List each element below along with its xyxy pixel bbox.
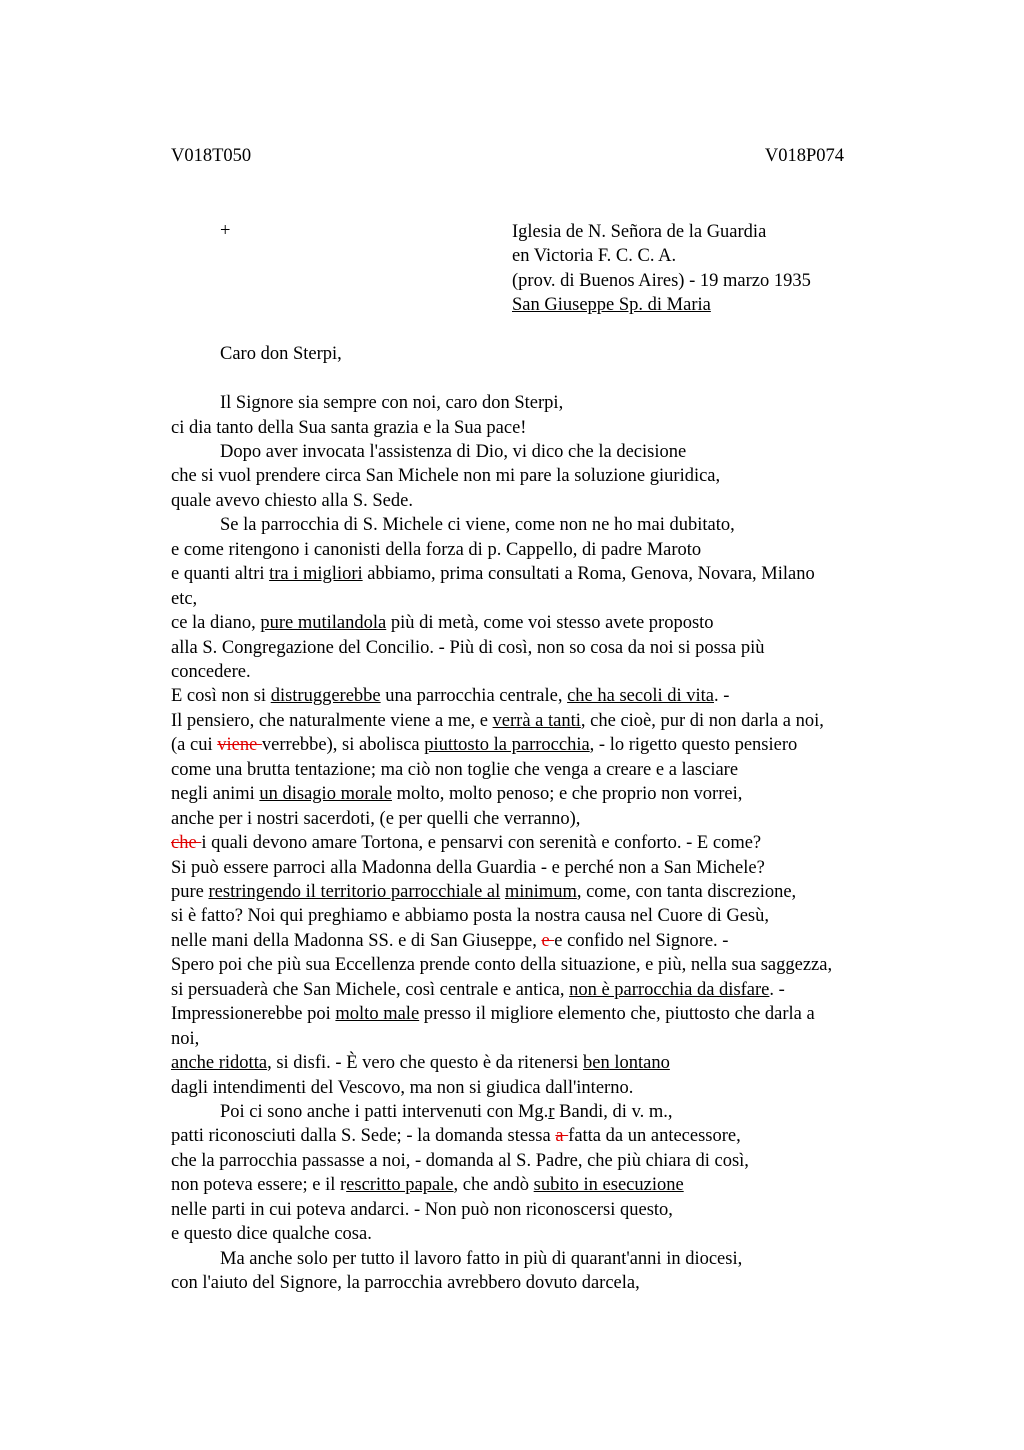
underlined-text: ben lontano <box>583 1053 670 1073</box>
text-segment: Dopo aver invocata l'assistenza di Dio, vi dico che la decisione <box>220 442 687 462</box>
text-segment: ce la diano, <box>171 613 261 633</box>
text-segment: Impressionerebbe poi <box>171 1004 336 1024</box>
text-segment: patti riconosciuti dalla S. Sede; - la domanda stessa <box>171 1126 556 1146</box>
text-segment: e come ritengono i canonisti della forza di p. Cappello, di padre Maroto <box>171 540 702 560</box>
underlined-text: molto male <box>335 1004 420 1024</box>
underlined-text: che ha secoli di vita <box>567 686 714 706</box>
struck-text: viene <box>217 735 262 755</box>
text-segment: come una brutta tentazione; ma ciò non toglie che venga a creare e a lasciare <box>171 760 739 780</box>
text-segment: , - lo rigetto questo pensiero <box>589 735 798 755</box>
text-segment: . - <box>714 686 730 706</box>
address-line: (prov. di Buenos Aires) - 19 marzo 1935 <box>512 271 811 291</box>
text-line <box>171 636 764 660</box>
text-segment: Il pensiero, che naturalmente viene a me, e <box>171 711 493 731</box>
document-code-right: V018P074 <box>764 146 844 166</box>
text-segment: con l'aiuto del Signore, la parrocchia avrebbero dovuto darcela, <box>171 1273 640 1293</box>
text-segment: Spero poi che più sua Eccellenza prende conto della situazione, e più, nella sua saggezza, <box>171 955 833 975</box>
text-segment: Bandi, di v. m., <box>554 1102 673 1122</box>
text-line <box>171 1149 749 1173</box>
text-line <box>171 831 761 855</box>
text-segment: Poi ci sono anche i patti intervenuti con Mg. <box>220 1102 549 1122</box>
underlined-text: subito in esecuzione <box>533 1175 684 1195</box>
text-segment: che si vuol prendere circa San Michele non mi pare la soluzione giuridica, <box>171 466 721 486</box>
underlined-text: verrà a tanti <box>492 711 581 731</box>
underlined-text: tra i migliori <box>269 564 363 584</box>
address-line-text: San Giuseppe Sp. di Maria <box>512 295 711 315</box>
text-line <box>220 1247 742 1271</box>
text-line <box>171 1002 815 1026</box>
text-segment: abbiamo, prima consultati a Roma, Genova, Novara, Milano <box>362 564 815 584</box>
document-code-left: V018T050 <box>171 146 252 166</box>
address-line-underlined <box>512 293 711 317</box>
text-line <box>171 978 785 1002</box>
text-segment: Il Signore sia sempre con noi, caro don Sterpi, <box>220 393 564 413</box>
struck-text: che <box>171 833 202 853</box>
text-line <box>171 538 701 562</box>
text-segment: pure <box>171 882 209 902</box>
text-segment: dagli intendimenti del Vescovo, ma non si giudica dall'interno. <box>171 1078 634 1098</box>
underlined-text: pure mutilandola <box>260 613 387 633</box>
text-line <box>171 1173 684 1197</box>
text-line <box>171 782 742 806</box>
text-segment: etc, <box>171 589 198 609</box>
text-segment: E così non si <box>171 686 271 706</box>
text-segment: alla S. Congregazione del Concilio. - Più di così, non so cosa da noi si possa più <box>171 638 765 658</box>
text-segment: Se la parrocchia di S. Michele ci viene, come non ne ho mai dubitato, <box>220 515 735 535</box>
text-line <box>171 953 832 977</box>
underlined-text: restringendo il territorio parrocchiale al <box>208 882 501 902</box>
text-line <box>171 611 714 635</box>
text-segment: (a cui <box>171 735 218 755</box>
text-line <box>171 856 765 880</box>
text-line <box>220 440 686 464</box>
text-segment: e quanti altri <box>171 564 270 584</box>
text-segment: più di metà, come voi stesso avete proposto <box>386 613 714 633</box>
text-segment: i quali devono amare Tortona, e pensarvi con serenità e conforto. - E come? <box>201 833 762 853</box>
text-segment: anche per i nostri sacerdoti, (e per quelli che verranno), <box>171 809 581 829</box>
text-segment: negli animi <box>171 784 260 804</box>
text-segment: nelle parti in cui poteva andarci. - Non può non riconoscersi questo, <box>171 1200 673 1220</box>
text-line <box>220 1100 673 1124</box>
text-segment: Ma anche solo per tutto il lavoro fatto in più di quarant'anni in diocesi, <box>220 1249 743 1269</box>
text-line <box>171 684 729 708</box>
text-segment: , che cioè, pur di non darla a noi, <box>580 711 824 731</box>
text-segment: una parrocchia centrale, <box>380 686 568 706</box>
text-line <box>220 513 735 537</box>
text-segment: noi, <box>171 1029 200 1049</box>
text-segment: presso il migliore elemento che, piuttosto che darla a <box>419 1004 815 1024</box>
text-segment: si persuaderà che San Michele, così centrale e antica, <box>171 980 570 1000</box>
text-line <box>171 660 251 684</box>
text-segment: concedere. <box>171 662 251 682</box>
text-segment: ci dia tanto della Sua santa grazia e la Sua pace! <box>171 418 527 438</box>
underlined-text: anche ridotta <box>171 1053 268 1073</box>
text-line <box>171 1222 372 1246</box>
underlined-text: non è parrocchia da disfare <box>569 980 770 1000</box>
underlined-text: escritto papale <box>346 1175 454 1195</box>
text-segment: e questo dice qualche cosa. <box>171 1224 372 1244</box>
text-line <box>171 1198 673 1222</box>
text-segment: , come, con tanta discrezione, <box>576 882 797 902</box>
text-segment: , si disfi. - È vero che questo è da ritenersi <box>267 1053 584 1073</box>
text-line <box>171 1027 199 1051</box>
text-line <box>171 807 580 831</box>
text-line <box>171 709 824 733</box>
text-segment: molto, molto penoso; e che proprio non vorrei, <box>391 784 743 804</box>
text-segment: verrebbe), si abolisca <box>261 735 425 755</box>
address-line: Iglesia de N. Señora de la Guardia <box>512 222 767 242</box>
text-line <box>171 880 796 904</box>
underlined-text: un disagio morale <box>259 784 392 804</box>
text-line <box>171 1076 633 1100</box>
text-line <box>171 1051 670 1075</box>
text-segment: e confido nel Signore. - <box>554 931 729 951</box>
struck-text: a <box>555 1126 569 1146</box>
text-segment: si è fatto? Noi qui preghiamo e abbiamo posta la nostra causa nel Cuore di Gesù, <box>171 906 769 926</box>
text-line <box>171 562 815 586</box>
text-segment: quale avevo chiesto alla S. Sede. <box>171 491 413 511</box>
struck-text: e <box>541 931 555 951</box>
text-segment: nelle mani della Madonna SS. e di San Giuseppe, <box>171 931 542 951</box>
text-segment: . - <box>769 980 785 1000</box>
text-line <box>220 391 563 415</box>
text-line <box>171 758 738 782</box>
salutation: Caro don Sterpi, <box>220 344 342 364</box>
text-line <box>171 733 797 757</box>
text-line <box>171 1271 640 1295</box>
text-line <box>171 587 197 611</box>
cross-mark: + <box>220 221 231 241</box>
underlined-text: distruggerebbe <box>270 686 381 706</box>
text-line <box>171 1124 741 1148</box>
underlined-text: minimum <box>504 882 577 902</box>
address-line: en Victoria F. C. C. A. <box>512 246 677 266</box>
underlined-text: r <box>548 1102 555 1122</box>
text-segment: non poteva essere; e il r <box>171 1175 347 1195</box>
underlined-text: piuttosto la parrocchia <box>424 735 590 755</box>
text-line <box>171 929 728 953</box>
text-segment: Si può essere parroci alla Madonna della Guardia - e perché non a San Michele? <box>171 858 765 878</box>
text-line <box>171 489 413 513</box>
text-segment: che la parrocchia passasse a noi, - domanda al S. Padre, che più chiara di così, <box>171 1151 749 1171</box>
text-segment: fatta da un antecessore, <box>568 1126 741 1146</box>
text-line <box>171 464 720 488</box>
text-line <box>171 904 769 928</box>
text-segment: , che andò <box>453 1175 534 1195</box>
text-line <box>171 416 526 440</box>
